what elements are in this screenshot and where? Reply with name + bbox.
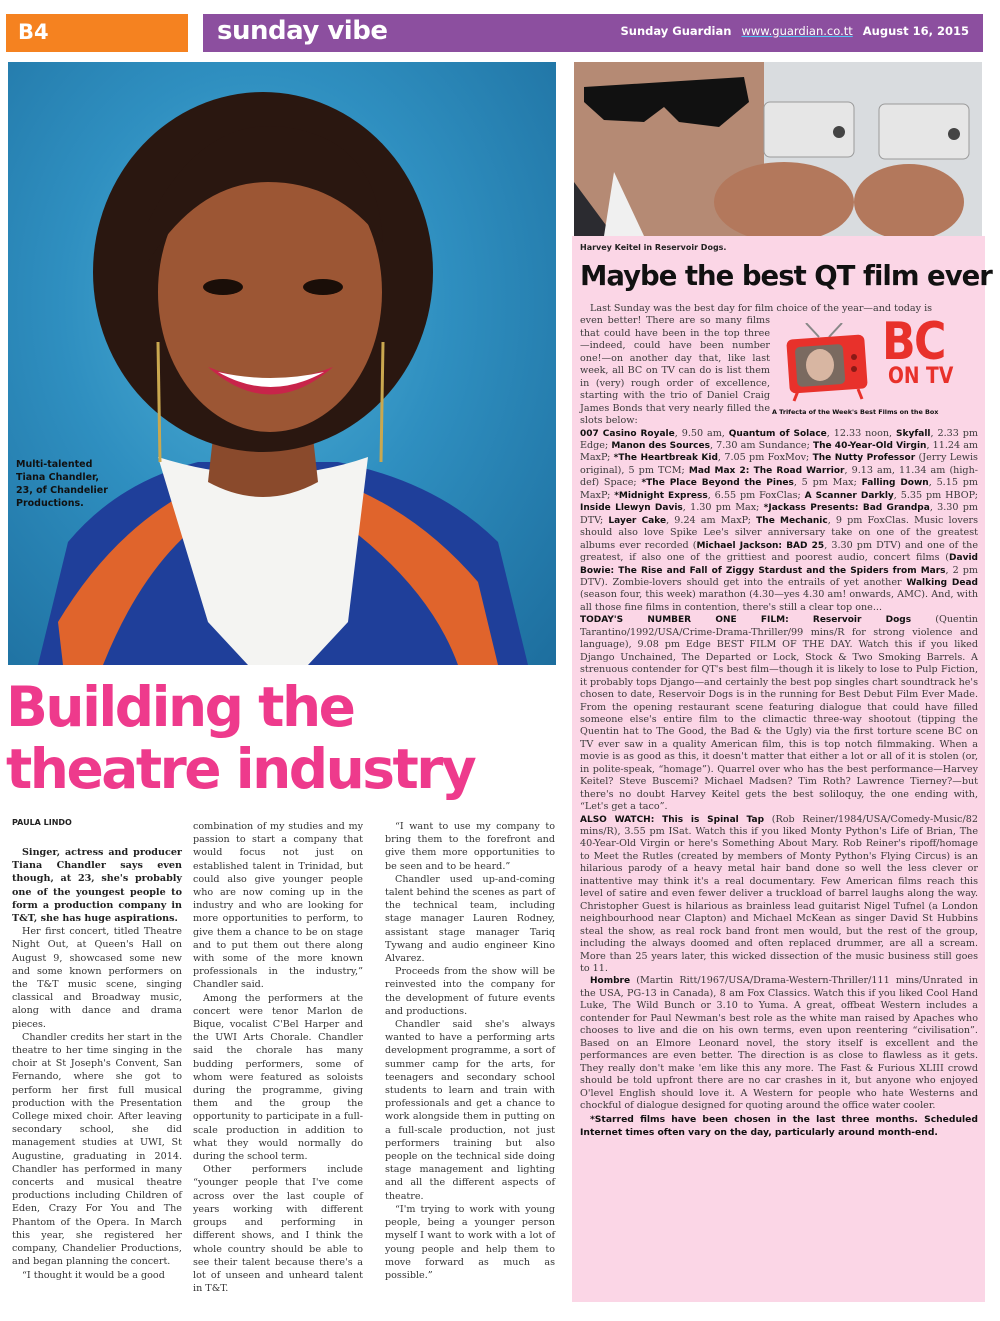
headline-line-1: Building the: [6, 675, 354, 739]
bc-logo-title: BC: [882, 312, 945, 373]
also-watch-label: ALSO WATCH: This is Spinal Tap: [580, 814, 765, 825]
listing-info: , 5 pm Max;: [793, 477, 862, 489]
listing-info: , 12.33 noon,: [826, 427, 897, 439]
listing-info: , 7.05 pm FoxMov;: [717, 452, 813, 464]
film-title: Michael Jackson: BAD 25: [696, 540, 825, 551]
listing-info: , 1.30 pm Max;: [682, 502, 764, 514]
article-paragraph: Chandler said she's always wanted to have a performing arts development programme, a sort of summer camp for the arts, for teenagers and secondary school students to learn and train with professionals and get a chance to work alongside them in putting on a full-scale production, not just performers training but also people on the technical side doing stage management and lighting and all the different aspects of theatre.: [385, 1019, 555, 1202]
section-bar: [203, 14, 983, 52]
listings-paragraph: [580, 428, 978, 615]
website-link[interactable]: www.guardian.co.tt: [741, 24, 853, 38]
music-text: Music lovers should also love Spike Lee's silver anniversary take on one of the greatest albums ever recorded (: [580, 514, 979, 551]
listing-title: The 40-Year-Old Virgin: [812, 440, 927, 451]
article-paragraph: Among the performers at the concert were tenor Marlon de Bique, vocalist C'Bel Harper and the UWI Arts Chorale. Chandler said the chorale has many budding performers, some of whom were featured as soloists during the programme, giving them and the group the opportunity to participate in a full-scale production in addition to what they would normally do during the school term.: [193, 992, 363, 1163]
film-listing-body: [580, 303, 978, 1139]
bc-logo-subtitle: ON TV: [888, 364, 954, 390]
tv-icon: [784, 323, 874, 403]
listing-info: , 7.30 am Sundance;: [709, 439, 813, 451]
hombre-paragraph: [580, 975, 978, 1112]
bc-logo-tagline: A Trifecta of the Week's Best Films on the Box: [772, 408, 939, 417]
listing-title: A Scanner Darkly: [804, 490, 894, 501]
article-column-2: [193, 820, 363, 1295]
listing-title: Inside Llewyn Davis: [580, 503, 683, 514]
article-column-1: [12, 846, 182, 1282]
article-paragraph: combination of my studies and my passion to start a company that would focus not just on established talent in Trinidad, but could also give younger people who are now coming up in the industry and who are looking for more opportunities to perform, to give them a chance to be on stage and to put them out there along with some of the more known professionals in the industry,” Chandler said.: [193, 821, 363, 991]
issue-date: August 16, 2015: [862, 24, 969, 38]
portrait-photo: [8, 62, 556, 665]
hombre-body: (Martin Ritt/1967/USA/Drama-Western-Thriller/111 mins/Unrated in the USA, PG-13 in Canada), 8 am Fox Classics. Watch this if you liked Cool Hand Luke, The Wild Bunch or 3.10 to Yuma. A great, offbeat Western includes a contender for Paul Newman's best role as the white man raised by Apaches who chooses to live and die on his own terms, even upon reentering “civilisation”. Based on an Elmore Leonard novel, the story itself is excellent and the performances are even better. The direction is as close to flawless as it gets. They really don't make 'em like this any more. The Fast & Furious XLIII crowd should be told upfront there are no car crashes in it, but anyone who enjoyed O'level English should love it. A Western for people who hate Westerns and chockful of dialogue designed for quoting around the office water cooler.: [580, 975, 978, 1111]
listing-info: , 2.33 pm Edge;: [580, 427, 978, 451]
article-paragraph: Chandler credits her start in the theatre to her time singing in the choir at St Joseph's Convent, San Fernando, where she got to perform her first full musical production with the Presentation College mixed choir. After leaving secondary school, she did management studies at UWI, St Augustine, graduating in 2014. Chandler has performed in many concerts and musical theatre productions including Children of Eden, Crazy For You and The Phantom of the Opera. In March this year, she registered her company, Chandelier Productions, and began planning the concert.: [12, 1031, 182, 1268]
listing-title: *Midnight Express: [614, 490, 708, 501]
side-photo-caption: Harvey Keitel in Reservoir Dogs.: [580, 243, 727, 252]
article-paragraph: Proceeds from the show will be reinvested into the company for the development of future events and productions.: [385, 966, 555, 1017]
top-film-paragraph: [580, 614, 978, 813]
listing-info: , 6.55 pm FoxClas;: [707, 489, 805, 501]
listing-info: , 11.24 am MaxP;: [580, 439, 979, 464]
bc-on-tv-logo: [770, 312, 978, 418]
listing-title: Skyfall: [896, 428, 931, 439]
article-paragraph: Other performers include “younger people that I've come across over the last couple of years working with different groups and performing in different shows, and I think the whole country should be able to see their talent because there's a lot of unseen and unheard talent in T&T.: [193, 1164, 363, 1295]
listing-title: 007 Casino Royale: [580, 428, 675, 439]
listing-info: (Jerry Lewis original), 5 pm TCM;: [580, 452, 978, 476]
top-film-body: (Quentin Tarantino/1992/USA/Crime-Drama-Thriller/99 mins/R for strong violence and language), 9.08 pm Edge BEST FILM OF THE DAY. Watch this if you liked Django Unchained, The Departed or Lock, Stock & Two Smoking Barrels. A strenuous contender for QT's best film—though it is likely to lose to Pulp Fiction, it probably tops Django—and certainly the best pop singles chart soundtrack he's chosen to date, Reservoir Dogs is in the running for Best Debut Film Ever Made. From the opening restaurant scene featuring dialogue that could have filled someone else's entire film to the climactic three-way shootout (tipping the Quentin hat to The Good, the Bad & the Ugly) via the first torture scene BC on TV ever saw in a quality American film, this is top notch filmmaking. When a movie is as good as this, it doesn't matter that either a lot or all of it is stolen (or, in polite-speak, “homage”). Quarrel over who has the best performance—Harvey Keitel? Steve Buscemi? Michael Madsen? Tim Roth? Lawrence Tierney?—but there's no doubt Harvey Keitel gets the best soliloquy, the one ending with, “Let's get a taco”.: [580, 614, 978, 813]
article-paragraph: “I want to use my company to bring them to the forefront and give them more opportunities to be seen and to be heard.”: [385, 821, 555, 872]
section-title: sunday vibe: [217, 16, 388, 46]
film-title: Walking Dead: [906, 577, 978, 588]
film-title: David Bowie: The Rise and Fall of Ziggy Stardust and the Spiders from Mars: [580, 553, 978, 576]
listing-title: The Mechanic: [756, 515, 828, 526]
top-film-label: TODAY'S NUMBER ONE FILM: Reservoir Dogs: [580, 615, 912, 626]
listing-info: , 5.15 pm MaxP;: [580, 477, 978, 501]
masthead-info: [620, 24, 969, 38]
listing-info: , 9.50 am,: [674, 427, 729, 439]
byline: PAULA LINDO: [12, 818, 72, 827]
main-headline: [6, 676, 566, 800]
article-column-3: [385, 820, 555, 1282]
headline-line-2: theatre industry: [6, 737, 475, 801]
listing-info: , 9 pm FoxClas.: [827, 514, 915, 526]
listing-title: Layer Cake: [608, 515, 667, 526]
music-text: , 2 pm DTV). Zombie-lovers should get into the entrails of yet another: [580, 564, 978, 588]
publication-name: Sunday Guardian: [620, 24, 732, 38]
music-text: , 3.30 pm DTV) and one of the greatest, if also one of the grittiest and poorest audio, concert films (: [580, 539, 979, 564]
page-number: B4: [18, 20, 49, 44]
listing-info: , 3.30 pm DTV;: [580, 502, 978, 526]
intro-first-line: Last Sunday was the best day for film choice of the year—and today is: [590, 303, 933, 314]
music-text: (season four, this week) marathon (4.30—yes 4.30 am! onwards, AMC). And, with all those fine films in contention, there's still a clear top one...: [580, 589, 978, 613]
film-still-illustration: [574, 62, 982, 236]
listing-title: *Jackass Presents: Bad Grandpa: [763, 503, 930, 514]
listing-title: *The Heartbreak Kid: [613, 453, 718, 464]
listing-info: , 5.35 pm HBOP;: [893, 489, 978, 501]
hombre-label: Hombre: [590, 976, 631, 987]
article-paragraph: “I thought it would be a good: [22, 1269, 165, 1281]
also-watch-paragraph: [580, 814, 978, 976]
article-paragraph: “I'm trying to work with young people, being a younger person myself I want to work with a lot of young people and help them to move forward as much as possible.”: [385, 1203, 555, 1281]
listing-info: , 9.24 am MaxP;: [666, 514, 757, 526]
intro-text: even better! There are so many films that could have been in the top three—indeed, could have been number one!—on another day that, like last week, all BC on TV can do is list them in (very) rough order of excellence, starting with the trio of Daniel Craig James Bonds that very nearly filled the slots below:: [580, 315, 770, 427]
side-headline: Maybe the best QT film ever: [580, 260, 992, 292]
listings: [580, 428, 978, 526]
reservoir-dogs-photo: [574, 62, 982, 236]
listing-title: Falling Down: [861, 478, 929, 489]
article-paragraph: Singer, actress and producer Tiana Chandler says even though, at 23, she's probably one of the youngest people to form a production company in T&T, she has huge aspirations.: [12, 847, 182, 925]
listing-title: Mad Max 2: The Road Warrior: [688, 465, 845, 476]
also-watch-body: (Rob Reiner/1984/USA/Comedy-Music/82 mins/R), 3.55 pm ISat. Watch this if you liked Monty Python's Life of Brian, The 40-Year-Old Virgin or here's Something About Mary. Rob Reiner's ripoff/homage to Meet the Rutles (created by members of Monty Python's Flying Circus) is an hilarious parody of a heavy metal hair band done so well the less clever or inattentive may think it's a real documentary. Few American films reach this level of satire and even fewer deliver a truckload of barrel laughs along the way. Christopher Guest is hilarious as brainless lead guitarist Nigel Tufnel (a London neighbourhood near Clapton) and Michael McKean as singer David St Hubbins steal the show, as real rock band front men would, but the rest of the group, including the always doomed and often replaced drummer, are all a scream. More than 25 years later, this wicked dissection of the music business still goes to 11.: [580, 813, 978, 975]
portrait-illustration: [8, 62, 556, 665]
listing-title: Manon des Sources: [611, 440, 710, 451]
listing-info: , 9.13 am, 11.34 am (high-def) Space;: [580, 464, 978, 489]
listing-title: Quantum of Solace: [728, 428, 827, 439]
footnote: *Starred films have been chosen in the last three months. Scheduled Internet times often vary on the day, particularly around month-end.: [580, 1114, 978, 1138]
article-paragraph: Chandler used up-and-coming talent behind the scenes as part of the technical team, including stage manager Lauren Rodney, assistant stage manager Tariq Tywang and audio engineer Kino Alvarez.: [385, 873, 555, 965]
intro-block: [580, 312, 978, 427]
listing-title: *The Place Beyond the Pines: [641, 478, 794, 489]
article-paragraph: Her first concert, titled Theatre Night Out, at Queen's Hall on August 9, showcased some new and some known performers on the T&T music scene, singing classical and Broadway music, along with dance and drama pieces.: [12, 926, 182, 1030]
photo-caption: Multi-talented Tiana Chandler, 23, of Chandelier Productions.: [16, 459, 108, 509]
page-number-tab: [6, 14, 188, 52]
listing-title: The Nutty Professor: [812, 453, 916, 464]
